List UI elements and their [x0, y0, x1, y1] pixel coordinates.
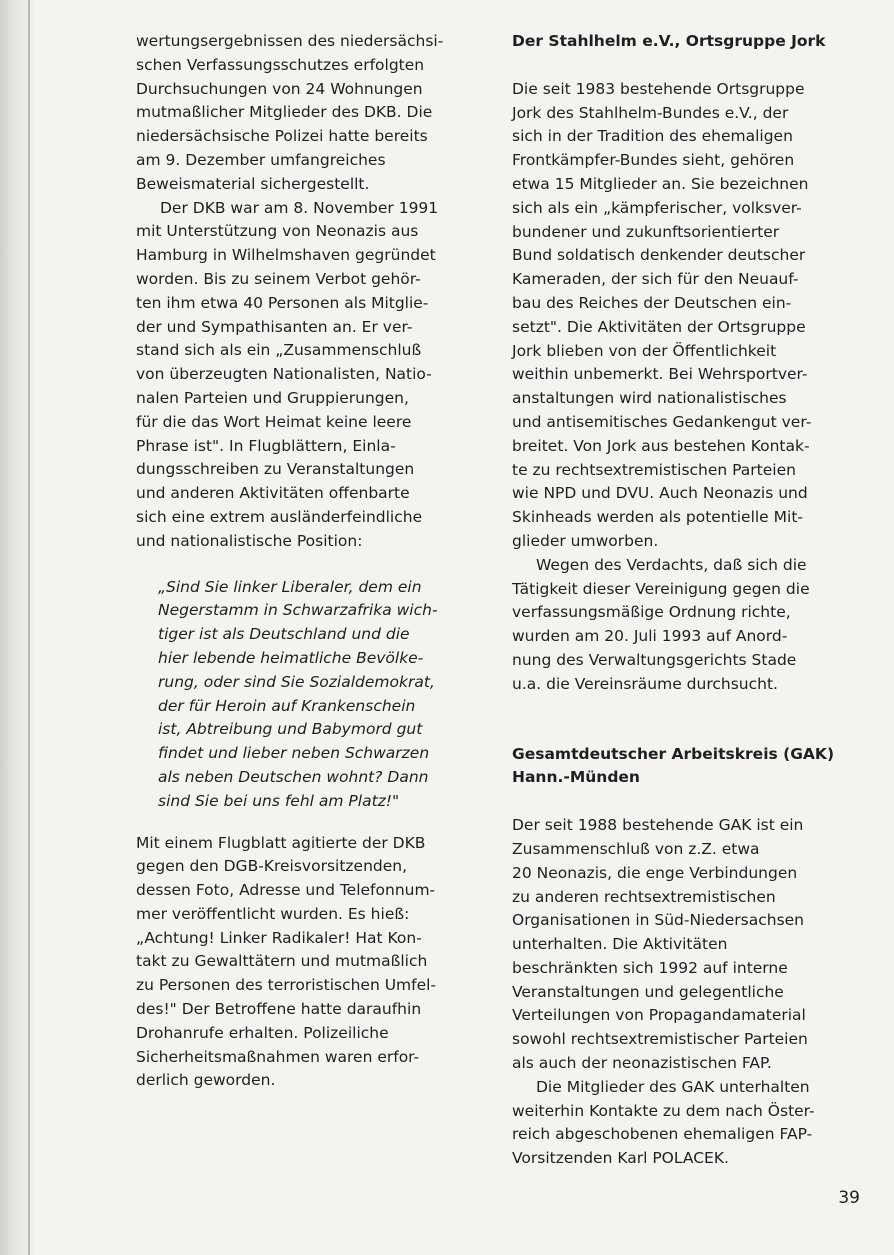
text-line: te zu rechtsextremistischen Parteien: [512, 460, 796, 479]
stahlhelm-paragraph-2: [512, 554, 860, 697]
text-line: beschränkten sich 1992 auf interne: [512, 958, 788, 977]
text-line: Vorsitzenden Karl POLACEK.: [512, 1149, 729, 1168]
text-line: Die Mitglieder des GAK unterhalten: [536, 1077, 810, 1096]
text-line: wie NPD und DVU. Auch Neonazis und: [512, 484, 808, 503]
section-heading-stahlhelm: Der Stahlhelm e.V., Ortsgruppe Jork: [512, 32, 826, 50]
left-paragraph-3: [136, 832, 486, 1094]
left-column: [136, 30, 486, 1093]
text-line: als auch der neonazistischen FAP.: [512, 1054, 772, 1073]
text-line: zu anderen rechtsextremistischen: [512, 887, 776, 906]
text-line: Skinheads werden als potentielle Mit-: [512, 508, 803, 527]
text-line: unterhalten. Die Aktivitäten: [512, 935, 728, 954]
text-line: und anderen Aktivitäten offenbarte: [136, 484, 410, 503]
text-line: Mit einem Flugblatt agitierte der DKB: [136, 833, 426, 852]
text-line: Sicherheitsmaßnahmen waren erfor-: [136, 1047, 420, 1066]
text-line: glieder umworben.: [512, 531, 659, 550]
text-line: und antisemitisches Gedankengut ver-: [512, 412, 812, 431]
text-line: dessen Foto, Adresse und Telefonnum-: [136, 881, 436, 900]
text-line: weithin unbemerkt. Bei Wehrsportver-: [512, 365, 808, 384]
text-line: Die seit 1983 bestehende Ortsgruppe: [512, 79, 805, 98]
quote-line: der für Heroin auf Krankenschein: [158, 696, 416, 715]
text-line: Jork des Stahlhelm-Bundes e.V., der: [512, 103, 789, 122]
text-line: von überzeugten Nationalisten, Natio-: [136, 365, 432, 384]
quote-line: als neben Deutschen wohnt? Dann: [158, 767, 429, 786]
text-line: wertungsergebnissen des niedersächsi-: [136, 32, 444, 50]
text-line: gegen den DGB-Kreisvorsitzenden,: [136, 857, 408, 876]
text-line: sich eine extrem ausländerfeindliche: [136, 507, 423, 526]
text-line: Beweismaterial sichergestellt.: [136, 174, 370, 193]
text-line: setzt". Die Aktivitäten der Ortsgruppe: [512, 317, 806, 336]
text-line: Phrase ist". In Flugblättern, Einla-: [136, 436, 396, 455]
text-line: für die das Wort Heimat keine leere: [136, 412, 412, 431]
text-line: Wegen des Verdachts, daß sich die: [536, 555, 807, 574]
text-line: Bund soldatisch denkender deutscher: [512, 246, 806, 265]
quote-line: hier lebende heimatliche Bevölke-: [158, 648, 424, 667]
text-line: wurden am 20. Juli 1993 auf Anord-: [512, 627, 788, 646]
text-line: sich in der Tradition des ehemaligen: [512, 127, 793, 146]
text-line: dungsschreiben zu Veranstaltungen: [136, 460, 415, 479]
text-line: der und Sympathisanten an. Er ver-: [136, 317, 413, 336]
quote-line: findet und lieber neben Schwarzen: [158, 744, 430, 763]
text-line: nung des Verwaltungsgerichts Stade: [512, 650, 797, 669]
quote-line: tiger ist als Deutschland und die: [158, 625, 410, 644]
gak-paragraph-2: [512, 1076, 860, 1171]
section-heading-gak: [512, 743, 860, 791]
text-line: und nationalistische Position:: [136, 531, 363, 550]
text-line: des!" Der Betroffene hatte daraufhin: [136, 1000, 422, 1019]
text-line: etwa 15 Mitglieder an. Sie bezeichnen: [512, 174, 809, 193]
heading-line: Hann.-Münden: [512, 768, 640, 787]
page-number: 39: [838, 1188, 860, 1208]
binding-edge-line: [28, 0, 30, 1255]
quote-line: ist, Abtreibung und Babymord gut: [158, 720, 423, 739]
leaflet-quote: [158, 576, 486, 814]
quote-line: Negerstamm in Schwarzafrika wich-: [158, 601, 438, 620]
text-line: Hamburg in Wilhelmshaven gegründet: [136, 246, 436, 265]
heading-line: Gesamtdeutscher Arbeitskreis (GAK): [512, 744, 835, 763]
text-line: breitet. Von Jork aus bestehen Kontak-: [512, 436, 810, 455]
text-line: Frontkämpfer-Bundes sieht, gehören: [512, 151, 795, 170]
text-line: mutmaßlicher Mitglieder des DKB. Die: [136, 103, 433, 122]
text-line: Verteilungen von Propagandamaterial: [512, 1006, 806, 1025]
text-line: Zusammenschluß von z.Z. etwa: [512, 839, 760, 858]
right-column: [512, 30, 860, 1171]
text-line: takt zu Gewalttätern und mutmaßlich: [136, 952, 428, 971]
text-line: Jork blieben von der Öffentlichkeit: [512, 341, 777, 360]
text-line: Kameraden, der sich für den Neuauf-: [512, 270, 799, 289]
text-line: bau des Reiches der Deutschen ein-: [512, 293, 792, 312]
quote-line: sind Sie bei uns fehl am Platz!": [158, 791, 400, 810]
text-line: mit Unterstützung von Neonazis aus: [136, 222, 419, 241]
text-line: zu Personen des terroristischen Umfel-: [136, 976, 437, 995]
stahlhelm-paragraph-1: [512, 78, 860, 554]
text-line: Tätigkeit dieser Vereinigung gegen die: [512, 579, 810, 598]
text-line: Durchsuchungen von 24 Wohnungen: [136, 79, 423, 98]
text-line: „Achtung! Linker Radikaler! Hat Kon-: [136, 928, 422, 947]
text-line: weiterhin Kontakte zu dem nach Öster-: [512, 1101, 815, 1120]
text-line: sich als ein „kämpferischer, volksver-: [512, 198, 802, 217]
text-line: Der DKB war am 8. November 1991: [160, 198, 439, 217]
text-line: ten ihm etwa 40 Personen als Mitglie-: [136, 293, 429, 312]
left-paragraph-2: [136, 197, 486, 554]
text-line: Der seit 1988 bestehende GAK ist ein: [512, 816, 804, 835]
text-line: Organisationen in Süd-Niedersachsen: [512, 911, 805, 930]
text-line: 20 Neonazis, die enge Verbindungen: [512, 863, 798, 882]
text-line: derlich geworden.: [136, 1071, 276, 1090]
quote-line: rung, oder sind Sie Sozialdemokrat,: [158, 672, 435, 691]
left-paragraph-1: [136, 30, 486, 197]
text-line: stand sich als ein „Zusammenschluß: [136, 341, 422, 360]
text-line: worden. Bis zu seinem Verbot gehör-: [136, 269, 421, 288]
text-line: verfassungsmäßige Ordnung richte,: [512, 603, 791, 622]
text-line: u.a. die Vereinsräume durchsucht.: [512, 674, 778, 693]
text-line: schen Verfassungsschutzes erfolgten: [136, 55, 425, 74]
quote-line: „Sind Sie linker Liberaler, dem ein: [158, 577, 422, 596]
text-line: nalen Parteien und Gruppierungen,: [136, 388, 409, 407]
text-line: bundener und zukunftsorientierter: [512, 222, 780, 241]
text-line: niedersächsische Polizei hatte bereits: [136, 127, 428, 146]
text-line: Drohanrufe erhalten. Polizeiliche: [136, 1023, 389, 1042]
text-line: anstaltungen wird nationalistisches: [512, 389, 787, 408]
text-line: Veranstaltungen und gelegentliche: [512, 982, 784, 1001]
text-line: mer veröffentlicht wurden. Es hieß:: [136, 904, 410, 923]
text-line: sowohl rechtsextremistischer Parteien: [512, 1030, 808, 1049]
gak-paragraph-1: [512, 814, 860, 1076]
text-line: reich abgeschobenen ehemaligen FAP-: [512, 1125, 813, 1144]
text-line: am 9. Dezember umfangreiches: [136, 150, 386, 169]
